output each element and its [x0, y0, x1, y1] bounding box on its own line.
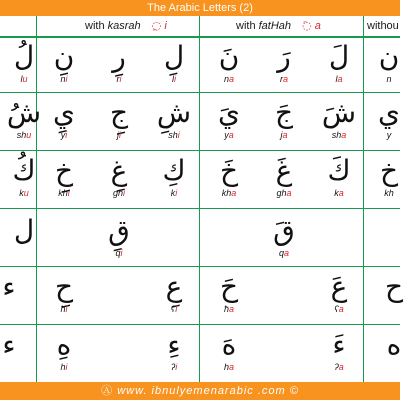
arabic-letter: ل [13, 214, 35, 247]
arabic-letter: رِ [112, 40, 126, 73]
transliteration: ra [279, 74, 288, 84]
logo-icon: Ⓐ [101, 385, 114, 397]
transliteration: qi [115, 248, 123, 258]
letter-cell [205, 154, 253, 199]
transliteration: ja [280, 130, 288, 140]
transliteration: khi [58, 188, 70, 198]
grid-line [0, 150, 400, 151]
letter-cell [365, 154, 413, 199]
arabic-letter: ء [2, 328, 16, 361]
letter-cell [370, 328, 418, 362]
copyright-symbol: © [289, 385, 299, 397]
transliteration: ħi [60, 304, 68, 314]
letter-cell [315, 270, 363, 315]
arabic-letter: ن [378, 40, 400, 73]
letter-cell [40, 328, 88, 373]
letter-cell [150, 328, 198, 373]
transliteration: ji [117, 130, 121, 140]
letter-cell [315, 40, 363, 85]
transliteration: qa [278, 248, 290, 258]
transliteration: ri [116, 74, 122, 84]
page-title: The Arabic Letters (2) [0, 0, 400, 16]
grid-line [0, 208, 400, 209]
transliteration: ya [224, 130, 234, 140]
transliteration: ʕa [334, 304, 344, 314]
without-header: withou [367, 20, 399, 32]
letter-cell [0, 214, 48, 248]
transliteration: sha [331, 130, 347, 140]
transliteration: ni [60, 74, 68, 84]
footer [0, 382, 400, 400]
transliteration: lu [20, 74, 28, 84]
transliteration: ʔi [170, 362, 178, 372]
arabic-letter: هِ [56, 328, 72, 361]
transliteration: ka [334, 188, 344, 198]
arabic-letter: عَ [330, 270, 348, 303]
letter-cell [0, 328, 33, 362]
transliteration: ʔa [334, 362, 344, 372]
letter-cell [95, 40, 143, 85]
transliteration: hi [60, 362, 68, 372]
arabic-letter: جَ [274, 96, 294, 129]
letter-cell [150, 96, 198, 141]
letter-cell [315, 154, 363, 199]
arabic-letter: رَ [277, 40, 291, 73]
grid-line [363, 16, 364, 382]
letter-cell [365, 96, 413, 141]
letter-cell [370, 270, 418, 304]
letter-cell [260, 214, 308, 259]
arabic-letter: نِ [53, 40, 75, 73]
arabic-letter: ءِ [167, 328, 181, 361]
arabic-letter: كُ [12, 154, 36, 187]
transliteration: gha [276, 188, 292, 198]
arabic-letter: كَ [327, 154, 351, 187]
arabic-letter: عِ [165, 270, 183, 303]
footer-url: www. ibnulyemenarabic .com [117, 385, 286, 397]
transliteration: la [335, 74, 343, 84]
letter-cell [260, 40, 308, 85]
letter-cell [0, 270, 33, 304]
letter-cell [205, 40, 253, 85]
grid-line [199, 16, 200, 382]
transliteration: kha [221, 188, 237, 198]
transliteration: li [172, 74, 176, 84]
transliteration: shi [168, 130, 180, 140]
arabic-letter: جِ [109, 96, 129, 129]
letter-cell [315, 328, 363, 373]
arabic-letter: شَ [321, 96, 357, 129]
arabic-letter: ء [2, 270, 16, 303]
letter-cell [205, 96, 253, 141]
transliteration: na [223, 74, 235, 84]
arabic-letter: يِ [53, 96, 75, 129]
letter-cell [40, 154, 88, 199]
arabic-letter: كِ [162, 154, 186, 187]
arabic-letter: لُ [13, 40, 35, 73]
fathah-header: with fatHah ◌َ a [236, 20, 321, 32]
arabic-letter: قَ [273, 214, 295, 247]
transliteration: ħa [223, 304, 235, 314]
transliteration: ha [223, 362, 235, 372]
grid-line [0, 324, 400, 325]
arabic-letter: لِ [163, 40, 185, 73]
letter-cell [40, 96, 88, 141]
letter-cell [40, 40, 88, 85]
letter-cell [365, 40, 413, 85]
arabic-letter: حَ [219, 270, 239, 303]
arabic-letter: حِ [54, 270, 74, 303]
arabic-letter: نَ [218, 40, 240, 73]
letter-cell [95, 96, 143, 141]
letter-cell [260, 96, 308, 141]
transliteration: ghi [112, 188, 125, 198]
letter-cell [95, 154, 143, 199]
arabic-letter: يَ [218, 96, 240, 129]
transliteration: ku [19, 188, 29, 198]
arabic-letter: خِ [54, 154, 74, 187]
transliteration: kh [384, 188, 394, 198]
transliteration: y [386, 130, 392, 140]
transliteration: shu [16, 130, 32, 140]
letter-cell [95, 214, 143, 259]
arabic-letter: ح [384, 270, 404, 303]
transliteration: ʕi [170, 304, 178, 314]
arabic-letter: غَ [275, 154, 293, 187]
letter-cell [150, 40, 198, 85]
arabic-letter: لَ [328, 40, 350, 73]
letter-cell [315, 96, 363, 141]
arabic-letter: شُ [6, 96, 42, 129]
transliteration: ki [170, 188, 178, 198]
letter-cell [150, 270, 198, 315]
letter-cell [260, 154, 308, 199]
kasrah-header: with kasrah ◌ِ i [85, 20, 167, 32]
arabic-letter: ي [378, 96, 400, 129]
transliteration: yi [60, 130, 68, 140]
column-headers [0, 16, 400, 38]
arabic-letter: ه [386, 328, 402, 361]
arabic-letter: خَ [219, 154, 239, 187]
letter-cell [205, 270, 253, 315]
arabic-letter: ءَ [332, 328, 346, 361]
letter-cell [40, 270, 88, 315]
letter-cell [150, 154, 198, 199]
arabic-letter: قِ [108, 214, 130, 247]
arabic-letter: غِ [110, 154, 128, 187]
grid-line [0, 92, 400, 93]
grid-line [0, 266, 400, 267]
arabic-letter: هَ [221, 328, 237, 361]
transliteration: n [386, 74, 392, 84]
arabic-letter: شِ [156, 96, 192, 129]
letter-cell [205, 328, 253, 373]
arabic-letter: خ [379, 154, 399, 187]
